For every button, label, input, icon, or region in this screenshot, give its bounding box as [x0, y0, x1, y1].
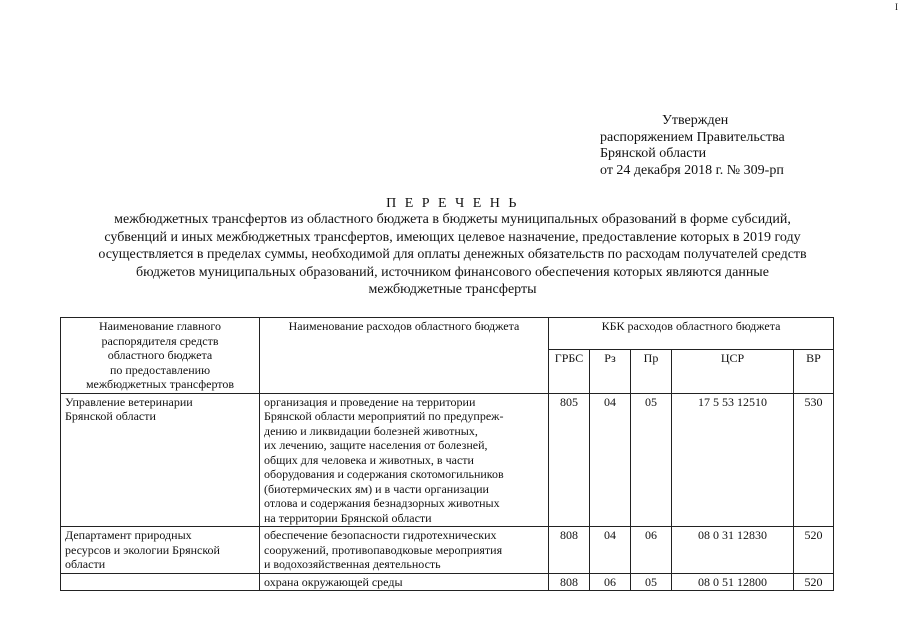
- cell-text: общих для человека и животных, в части: [264, 452, 474, 467]
- cell-text: их лечению, защите населения от болезней,: [264, 438, 488, 452]
- cell-expense: [260, 393, 549, 527]
- header-pr: Пр: [631, 349, 672, 393]
- header-grbs: ГРБС: [549, 349, 590, 393]
- cell-text: дению и ликвидации болезней животных,: [264, 423, 478, 438]
- cell-rz: 06: [590, 573, 631, 591]
- cell-text: и водохозяйственная деятельность: [264, 557, 441, 571]
- cell-text: оборудования и содержания скотомогильников: [264, 467, 504, 481]
- cell-distributor: [61, 393, 260, 527]
- cell-pr: 06: [631, 527, 672, 574]
- cell-text: Брянской области: [65, 409, 156, 423]
- document-title: П Е Р Е Ч Е Н Ь: [386, 196, 519, 211]
- document-subtitle: [60, 211, 845, 299]
- approval-line-2: распоряжением Правительства: [600, 129, 785, 145]
- cell-csr: 08 0 51 12800: [672, 573, 794, 591]
- cell-text: на территории Брянской области: [264, 510, 432, 525]
- header-vr: ВР: [794, 349, 834, 393]
- header-distributor: [61, 318, 260, 394]
- cell-text: Департамент природных: [65, 528, 192, 542]
- table-header-row: [61, 318, 834, 350]
- table-row: [61, 393, 834, 527]
- approval-line-4: от 24 декабря 2018 г. № 309-рп: [600, 162, 784, 178]
- header-text: Наименование расходов областного бюджета: [288, 319, 520, 333]
- cell-text: Брянской области мероприятий по предупреж-: [264, 409, 504, 423]
- cell-expense: [260, 527, 549, 574]
- cell-grbs: 805: [549, 393, 590, 527]
- header-text: Наименование главного: [98, 319, 222, 333]
- table-row: [61, 527, 834, 574]
- cell-rz: 04: [590, 393, 631, 527]
- approval-line-3: Брянской области: [600, 146, 707, 161]
- transfers-table: [60, 317, 834, 591]
- approval-stamp: [600, 113, 785, 179]
- approval-line-1: Утвержден: [662, 113, 729, 128]
- cell-csr: 08 0 31 12830: [672, 527, 794, 574]
- cell-text: (биотермических ям) и в части организации: [264, 481, 489, 496]
- header-text: областного бюджета: [107, 348, 213, 362]
- corner-mark: I: [895, 2, 898, 12]
- cell-vr: 530: [794, 393, 834, 527]
- header-rz: Рз: [590, 349, 631, 393]
- cell-rz: 04: [590, 527, 631, 574]
- cell-pr: 05: [631, 393, 672, 527]
- cell-grbs: 808: [549, 573, 590, 591]
- table-row: [61, 573, 834, 591]
- cell-vr: 520: [794, 573, 834, 591]
- cell-expense: [260, 573, 549, 591]
- cell-text: обеспечение безопасности гидротехнических: [264, 528, 497, 542]
- header-text: по предоставлению: [109, 362, 211, 377]
- cell-text: организация и проведение на территории: [264, 394, 476, 409]
- header-text: межбюджетных трансфертов: [85, 377, 235, 391]
- cell-text: охрана окружающей среды: [264, 574, 403, 589]
- header-text: КБК расходов областного бюджета: [601, 319, 781, 333]
- subtitle-line: осуществляется в пределах суммы, необходимой для оплаты денежных обязательств по расходам получателей средств: [98, 247, 807, 262]
- cell-pr: 05: [631, 573, 672, 591]
- header-text: распорядителя средств: [101, 333, 219, 348]
- cell-grbs: 808: [549, 527, 590, 574]
- cell-text: сооружений, противопаводковые мероприятия: [264, 542, 503, 557]
- subtitle-line: субвенций и иных межбюджетных трансфертов, имеющих целевое назначение, предоставление которых в 2019 году: [104, 229, 801, 245]
- cell-vr: 520: [794, 527, 834, 574]
- cell-text: отлова и содержания безнадзорных животных: [264, 496, 500, 510]
- header-kbk: [549, 318, 834, 350]
- header-csr: ЦСР: [672, 349, 794, 393]
- subtitle-line: бюджетов муниципальных образований, источником финансового обеспечения которых являются данные: [136, 264, 769, 280]
- subtitle-line: межбюджетные трансферты: [368, 282, 537, 297]
- cell-csr: 17 5 53 12510: [672, 393, 794, 527]
- cell-distributor: [61, 527, 260, 574]
- cell-text: области: [65, 557, 106, 571]
- subtitle-line: межбюджетных трансфертов из областного бюджета в бюджеты муниципальных образований в форме субсидий,: [114, 212, 791, 227]
- cell-distributor: [61, 573, 260, 591]
- cell-text: ресурсов и экологии Брянской: [65, 542, 220, 557]
- header-expense: [260, 318, 549, 394]
- cell-text: Управление ветеринарии: [65, 394, 193, 409]
